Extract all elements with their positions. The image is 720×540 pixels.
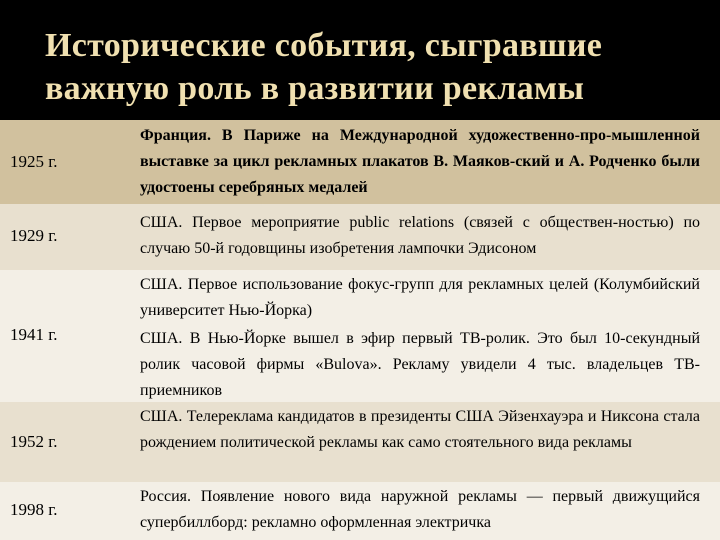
table-row <box>0 204 720 270</box>
row-year: 1998 г. <box>10 500 58 519</box>
row-event: США. Первое мероприятие public relations (связей с обществен-ностью) по случаю 50-й годовщины изобретения лампочки Эдисоном <box>140 214 700 257</box>
row-year: 1929 г. <box>10 226 58 245</box>
row-year: 1925 г. <box>10 152 58 171</box>
table-row <box>0 120 720 204</box>
events-table <box>0 120 720 540</box>
table-row <box>0 482 720 540</box>
row-year: 1952 г. <box>10 432 58 451</box>
row-event: США. Первое использование фокус-групп для рекламных целей (Колумбийский университет Нью-Йорка) <box>140 276 700 319</box>
table-row <box>0 270 720 402</box>
row-event: США. В Нью-Йорке вышел в эфир первый ТВ-ролик. Это был 10-секундный ролик часовой фирмы «Bulova». Рекламу увидели 4 тыс. владельцев ТВ-приемников <box>140 330 700 399</box>
row-event: США. Телереклама кандидатов в президенты США Эйзенхауэра и Никсона стала рождением политической рекламы как само стоятельного вида рекламы <box>140 408 700 451</box>
row-event: Россия. Появление нового вида наружной рекламы — первый движущийся супербиллборд: рекламно оформленная электричка <box>140 488 700 531</box>
slide-title: Исторические события, сыгравшие важную роль в развитии рекламы <box>45 27 603 107</box>
row-event: Франция. В Париже на Международной художественно-про-мышленной выставке за цикл рекламных плакатов В. Маяков-ский и А. Родченко были удостоены серебряных медалей <box>140 127 700 196</box>
row-year: 1941 г. <box>10 325 58 344</box>
title-bar <box>0 0 720 120</box>
table-row <box>0 402 720 482</box>
